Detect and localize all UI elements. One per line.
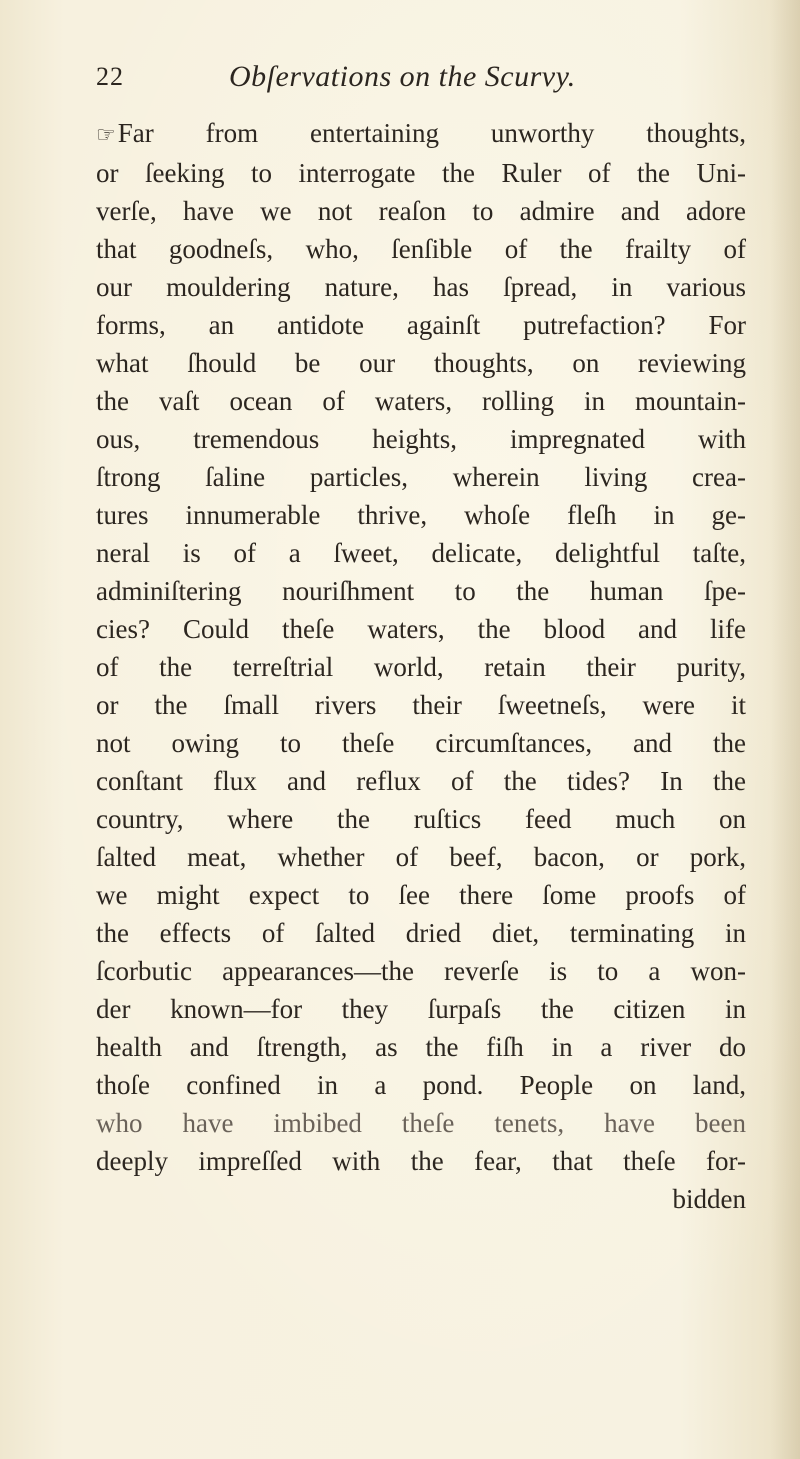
page-header bbox=[96, 62, 736, 106]
text-line: the vaſt ocean of waters, rolling in mountain- bbox=[96, 386, 746, 416]
text-line: neral is of a ſweet, delicate, delightful taſte, bbox=[96, 538, 746, 568]
running-title: Obſervations on the Scurvy. bbox=[229, 60, 576, 93]
pointing-hand-icon: ☞ bbox=[96, 122, 116, 147]
text-line: the effects of ſalted dried diet, terminating in bbox=[96, 918, 746, 948]
text-line: what ſhould be our thoughts, on reviewing bbox=[96, 348, 746, 378]
text-line: our mouldering nature, has ſpread, in various bbox=[96, 272, 746, 302]
text-line: der known—for they ſurpaſs the citizen in bbox=[96, 994, 746, 1024]
text-line: country, where the ruſtics feed much on bbox=[96, 804, 746, 834]
text-line: that goodneſs, who, ſenſible of the frailty of bbox=[96, 234, 746, 264]
text-line: of the terreſtrial world, retain their purity, bbox=[96, 652, 746, 682]
text-line: verſe, have we not reaſon to admire and adore bbox=[96, 196, 746, 226]
body-text bbox=[96, 114, 746, 1218]
text-line: conſtant flux and reflux of the tides? In the bbox=[96, 766, 746, 796]
text-line: health and ſtrength, as the fiſh in a river do bbox=[96, 1032, 746, 1062]
text-line: cies? Could theſe waters, the blood and life bbox=[96, 614, 746, 644]
text-line: ſtrong ſaline particles, wherein living crea- bbox=[96, 462, 746, 492]
text-line: deeply impreſſed with the fear, that theſe for- bbox=[96, 1146, 746, 1176]
text-line: we might expect to ſee there ſome proofs of bbox=[96, 880, 746, 910]
text-line: tures innumerable thrive, whoſe fleſh in ge- bbox=[96, 500, 746, 530]
text-line: ☞Far from entertaining unworthy thoughts, bbox=[96, 114, 746, 154]
catchword: bidden bbox=[672, 1184, 746, 1214]
text-line: ſalted meat, whether of beef, bacon, or pork, bbox=[96, 842, 746, 872]
text-line: ſcorbutic appearances—the reverſe is to a won- bbox=[96, 956, 746, 986]
text-line: thoſe confined in a pond. People on land, bbox=[96, 1070, 746, 1100]
text-line: not owing to theſe circumſtances, and the bbox=[96, 728, 746, 758]
text-line: who have imbibed theſe tenets, have been bbox=[96, 1108, 746, 1138]
text-line: forms, an antidote againſt putrefaction? For bbox=[96, 310, 746, 340]
text-line: or ſeeking to interrogate the Ruler of the Uni- bbox=[96, 158, 746, 188]
page-edge-shadow bbox=[770, 0, 800, 1459]
text-line: or the ſmall rivers their ſweetneſs, were it bbox=[96, 690, 746, 720]
page-number: 22 bbox=[96, 62, 124, 91]
text-line: adminiſtering nouriſhment to the human ſpe- bbox=[96, 576, 746, 606]
text-line: ous, tremendous heights, impregnated with bbox=[96, 424, 746, 454]
